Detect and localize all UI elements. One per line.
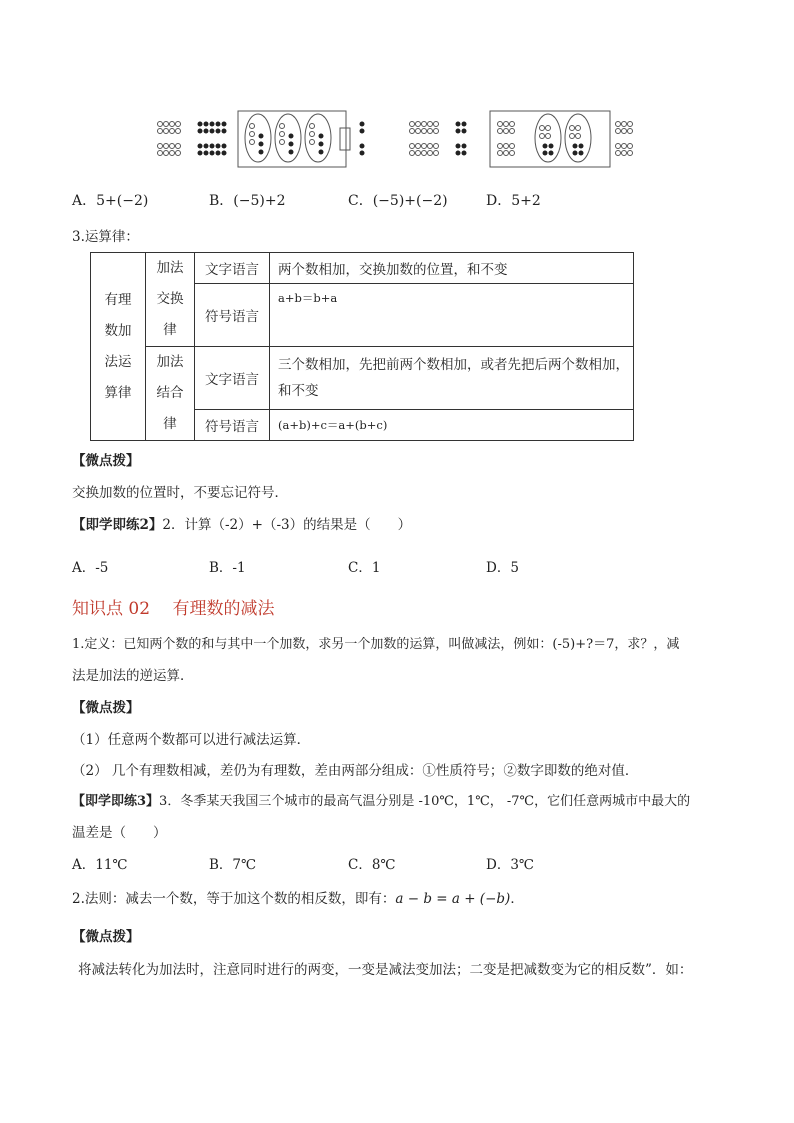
rule-text: 2.法则：减去一个数，等于加这个数的相反数，即有： [72,891,396,907]
counter-illustration [150,108,650,170]
law-name-line: 律 [163,322,177,338]
option-key: A． [72,193,97,209]
q-prev-option-a[interactable] [72,192,148,210]
q-prev-option-d[interactable] [486,192,541,210]
practice-2-option-d[interactable] [486,559,519,577]
group-label-line: 数加 [104,322,132,339]
associative-symbol-value: (a+b)+c＝a+(b+c) [270,409,634,440]
associative-symbol-label: 符号语言 [195,409,270,440]
associative-text-line: 三个数相加，先把前两个数相加，或者先把后两个数相加， [278,356,629,373]
option-text: -5 [95,560,109,576]
option-key: C． [348,560,372,576]
option-text: (−5)+2 [233,193,286,209]
option-key: D． [486,560,511,576]
practice-label: 【即学即练2】 [72,517,163,533]
group-label-cell [91,253,146,441]
practice-3-question-line-1 [72,793,690,811]
option-text: 5+(−2) [96,193,149,209]
option-key: B． [209,193,234,209]
question-text: 2．计算（-2）+（-3）的结果是（ ） [162,517,412,533]
option-key: A． [72,560,96,576]
hollow-counters-left-1 [158,122,181,156]
q-prev-option-b[interactable] [209,192,286,210]
law-name-line: 律 [163,416,177,432]
practice-3-option-c[interactable] [348,856,396,874]
associative-text-line: 和不变 [278,382,319,399]
definition-line-1: 1.定义：已知两个数的和与其中一个加数，求另一个加数的运算，叫做减法，例如：(-5)+?＝7，求？，减 [72,637,680,652]
q-prev-option-c[interactable] [348,192,448,210]
tip-label: 【微点拨】 [72,453,140,469]
option-key: C． [348,857,372,873]
law-name-line: 结合 [156,385,184,401]
option-text: 3℃ [510,857,535,873]
option-text: 7℃ [232,857,257,873]
practice-2-option-b[interactable] [209,559,246,577]
option-text: 5+2 [511,193,541,209]
option-text: (−5)+(−2) [372,193,448,209]
practice-2-option-c[interactable] [348,559,380,577]
practice-2-question [72,516,411,534]
definition-line-2: 法是加法的逆运算． [72,668,194,684]
group-label-line: 有理 [104,291,132,308]
law-name-line: 加法 [156,260,184,276]
commutative-symbol-label: 符号语言 [195,284,270,347]
practice-3-question-line-2: 温差是（ ） [72,825,167,841]
group-label-line: 法运 [104,353,132,370]
commutative-text-value: 两个数相加，交换加数的位置，和不变 [270,253,634,284]
subtraction-rule [72,890,524,908]
practice-2-option-a[interactable] [72,559,108,577]
commutative-text-label: 文字语言 [195,253,270,284]
solid-counters [198,122,584,156]
associative-law-name [146,347,195,441]
knowledge-point-02-heading: 知识点 02 有理数的减法 [72,599,275,619]
tip-label: 【微点拨】 [72,700,140,716]
practice-3-option-d[interactable] [486,856,534,874]
option-text: 8℃ [371,857,396,873]
option-text: -1 [232,560,246,576]
option-key: B． [209,857,233,873]
rule-formula: a − b = a + (−b) [395,891,511,907]
group-label-line: 算律 [104,384,132,401]
tip-item-2: （2） 几个有理数相减，差仍为有理数，差由两部分组成：①性质符号；②数字即数的绝对值． [72,763,639,779]
practice-label: 【即学即练3】 [72,794,160,809]
question-text: 3．冬季某天我国三个城市的最高气温分别是 -10℃，1℃， -7℃，它们任意两城市中最大的 [159,794,691,809]
commutative-symbol-value: a+b＝b+a [270,284,634,347]
tip-text: 交换加数的位置时，不要忘记符号． [72,485,288,501]
option-text: 11℃ [95,857,128,873]
section-3-title: 3.运算律： [72,229,139,245]
rule-suffix: ． [510,891,524,907]
associative-text-label: 文字语言 [195,347,270,410]
commutative-law-name [146,253,195,347]
option-key: D． [486,857,511,873]
tip-text: 将减法转化为加法时，注意同时进行的两变，一变是减法变加法；二变是把减数变为它的相反数”．如： [78,962,693,978]
tip-item-1: （1）任意两个数都可以进行减法运算． [72,732,311,748]
practice-3-option-b[interactable] [209,856,256,874]
option-text: 5 [510,560,519,576]
option-key: C． [348,193,373,209]
law-name-line: 交换 [156,291,184,307]
option-key: B． [209,560,233,576]
tip-label: 【微点拨】 [72,929,140,945]
operation-law-table [90,252,634,441]
option-key: A． [72,857,96,873]
option-key: D． [486,193,512,209]
law-name-line: 加法 [156,354,184,370]
option-text: 1 [371,560,381,576]
practice-3-option-a[interactable] [72,856,128,874]
associative-text-value [270,347,634,410]
